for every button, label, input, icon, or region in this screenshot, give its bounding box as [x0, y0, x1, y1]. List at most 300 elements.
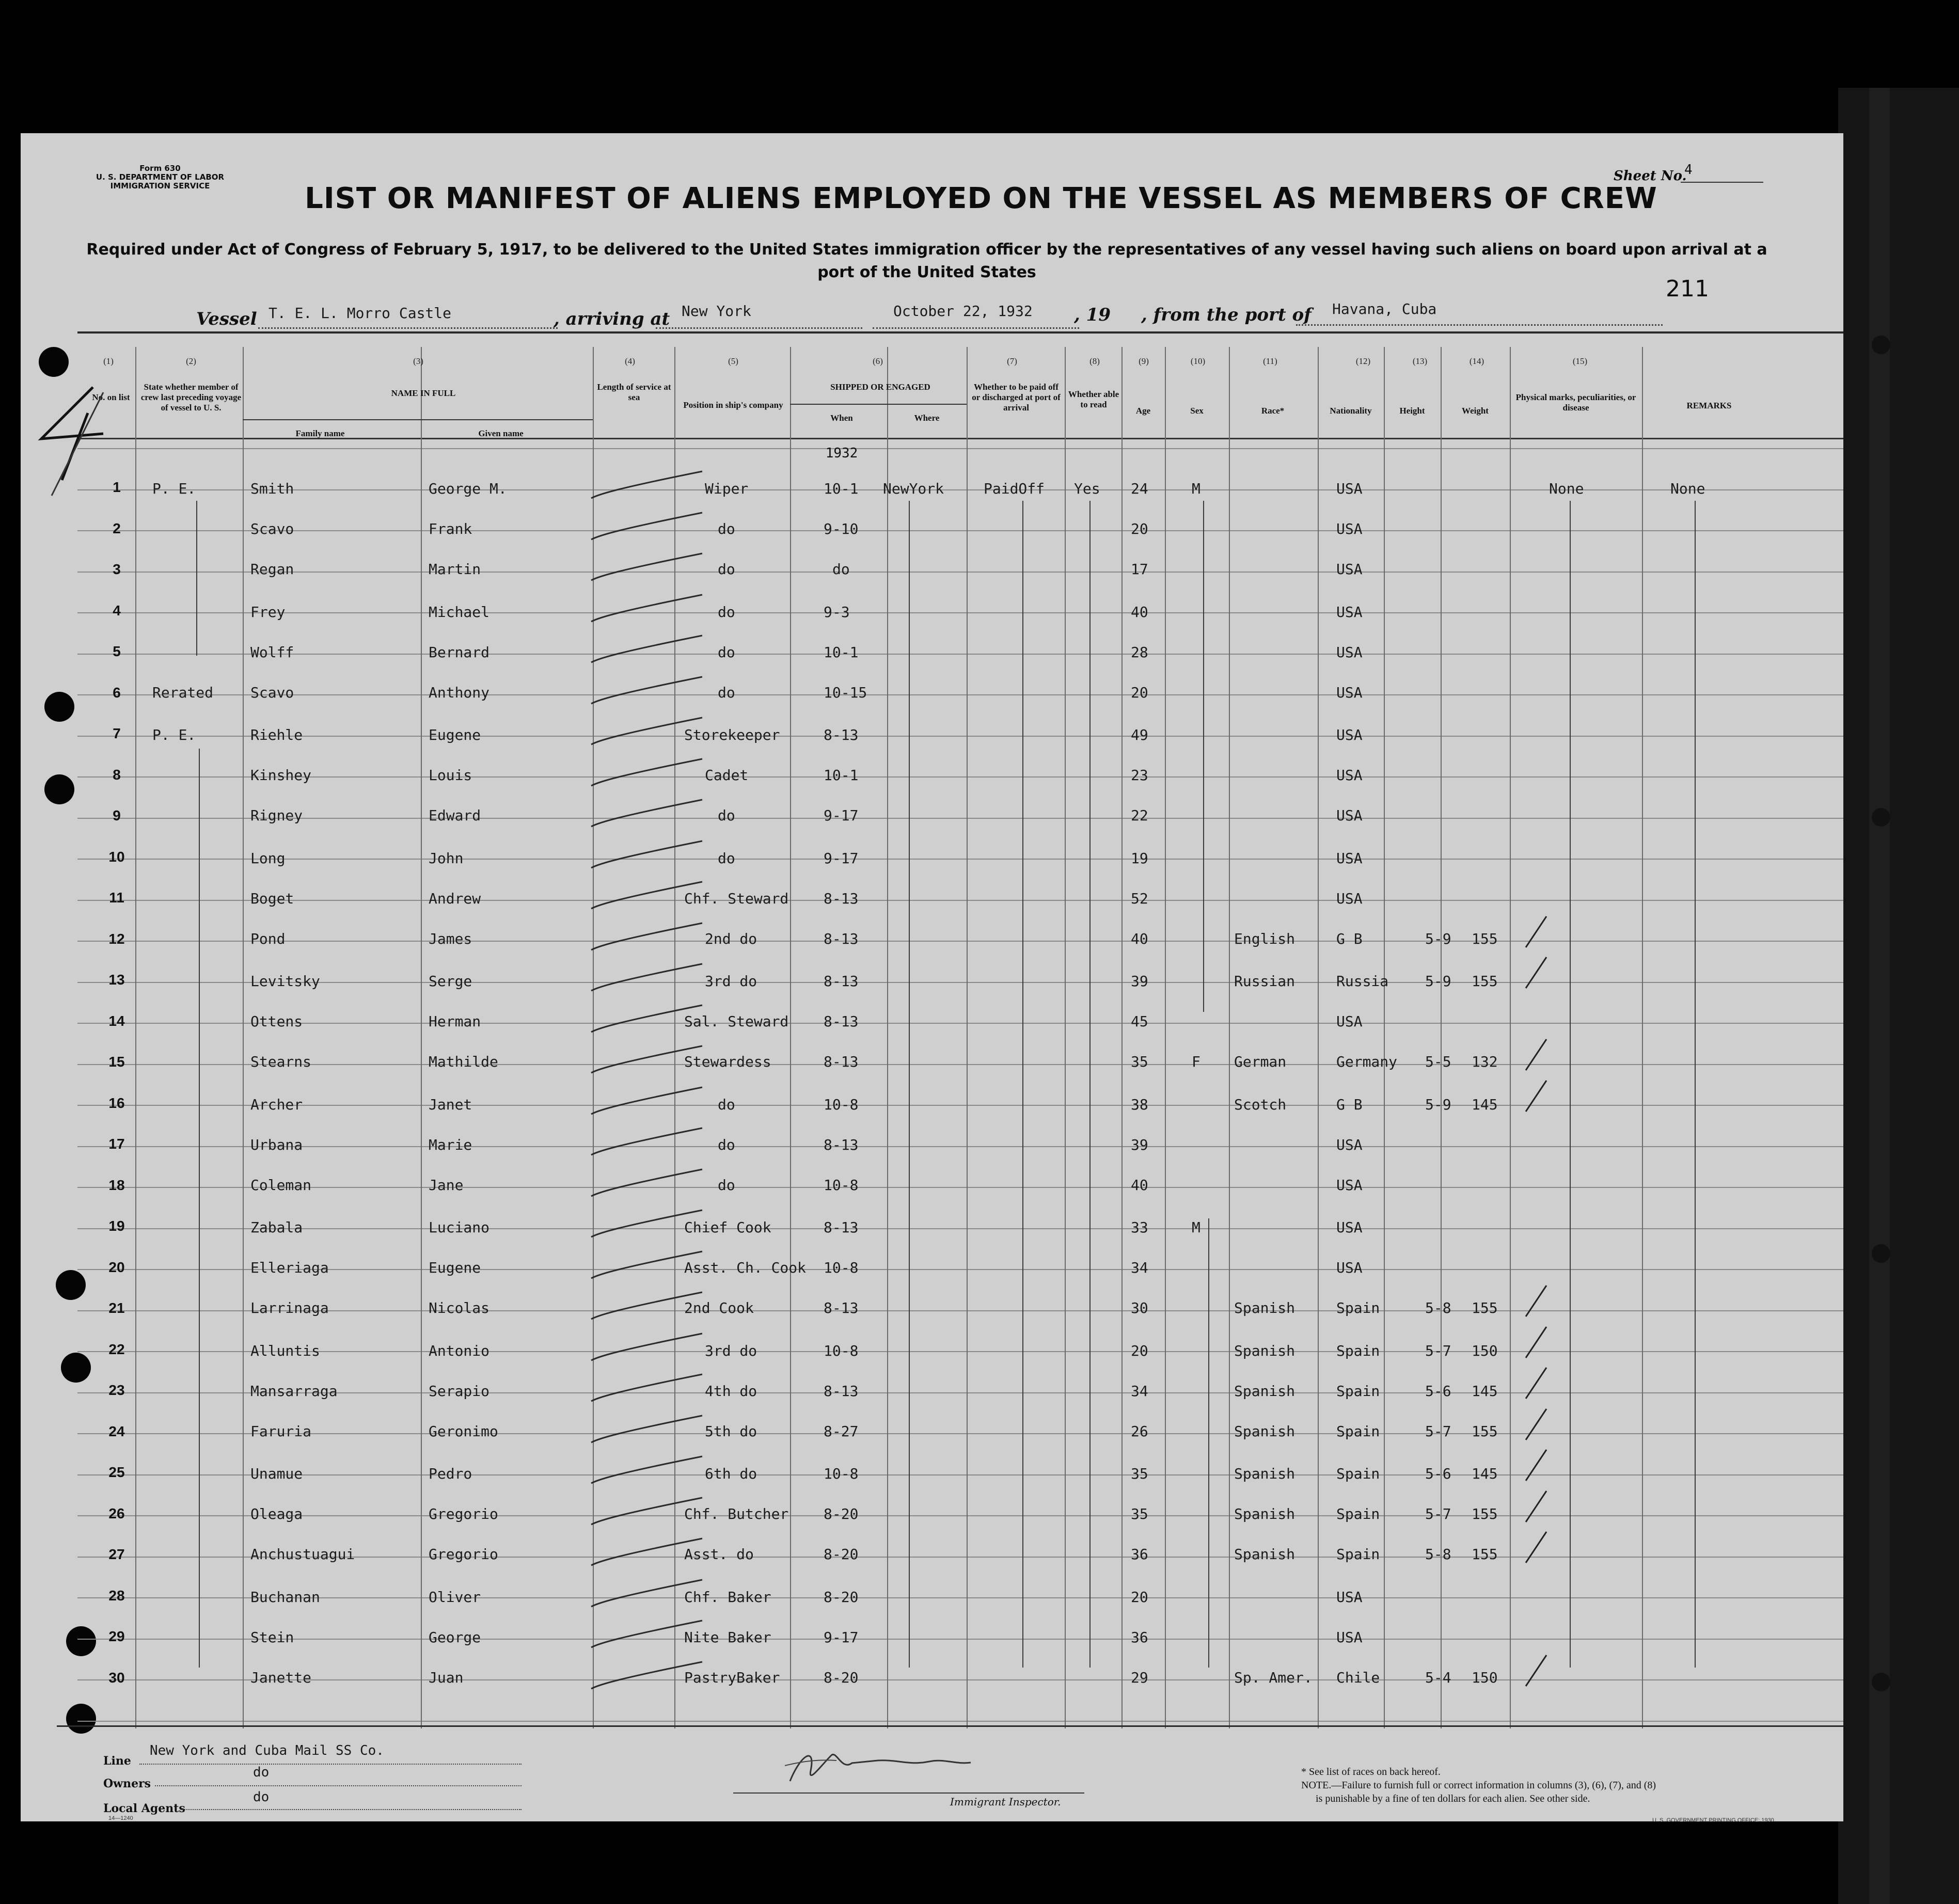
header-physical-marks: Physical marks, peculiarities, or disease	[1515, 392, 1636, 412]
check-mark	[1523, 911, 1554, 953]
cell-shipped-when: 8-13	[824, 1136, 859, 1153]
service-length-stroke	[589, 1288, 707, 1324]
column-number: (5)	[728, 356, 738, 366]
service-length-stroke	[589, 1001, 707, 1037]
column-number: (13)	[1412, 356, 1428, 366]
cell-age: 17	[1131, 561, 1148, 578]
cell-shipped-when: 10-15	[824, 684, 867, 701]
cell-family-name: Elleriaga	[250, 1259, 329, 1276]
service-length-stroke	[589, 796, 707, 832]
cell-sex: F	[1192, 1053, 1200, 1070]
service-length-stroke	[589, 1658, 707, 1694]
cell-position: 2nd Cook	[684, 1299, 754, 1316]
sheet-number-label: Sheet No.	[1614, 168, 1687, 184]
row-number: 5	[113, 643, 121, 659]
cell-weight: 132	[1472, 1053, 1498, 1070]
cell-given-name: Louis	[429, 767, 472, 784]
cell-given-name: Luciano	[429, 1219, 490, 1236]
cell-age: 20	[1131, 1342, 1148, 1359]
cell-age: 34	[1131, 1382, 1148, 1400]
service-length-stroke	[589, 878, 707, 914]
cell-weight: 150	[1472, 1342, 1498, 1359]
punch-hole	[44, 774, 74, 804]
ditto-stroke	[909, 501, 910, 1668]
cell-sex: M	[1192, 480, 1200, 497]
sheet-number-value: 4	[1684, 162, 1693, 178]
cell-race: German	[1234, 1053, 1287, 1070]
column-number: (15)	[1572, 356, 1588, 366]
local-agents-label: Local Agents	[103, 1802, 185, 1815]
cell-height: 5-7	[1425, 1505, 1451, 1522]
grid-column-line	[1384, 347, 1385, 1728]
name-header-underline	[243, 419, 593, 420]
cell-weight: 155	[1472, 1505, 1498, 1522]
cell-remarks: None	[1670, 480, 1705, 497]
cell-family-name: Frey	[250, 603, 286, 621]
printer-mark: U. S. GOVERNMENT PRINTING OFFICE: 1930	[1652, 1817, 1774, 1823]
cell-given-name: Nicolas	[429, 1299, 490, 1316]
cell-family-name: Rigney	[250, 807, 303, 824]
cell-position: Sal. Steward	[684, 1013, 789, 1030]
cell-position: Stewardess	[684, 1053, 771, 1070]
cell-height: 5-8	[1425, 1299, 1451, 1316]
cell-position: Chf. Steward	[684, 890, 789, 907]
cell-age: 26	[1131, 1422, 1148, 1440]
cell-nationality: G B	[1336, 930, 1363, 947]
row-number: 30	[108, 1669, 125, 1686]
cell-paid-off: PaidOff	[984, 480, 1045, 497]
cell-shipped-when: 8-13	[824, 1053, 859, 1070]
service-length-stroke	[589, 1616, 707, 1653]
row-number: 7	[113, 725, 121, 741]
cell-weight: 145	[1472, 1465, 1498, 1482]
row-number: 14	[108, 1012, 125, 1029]
grid-line	[77, 1064, 1843, 1065]
ditto-stroke	[1089, 501, 1091, 1668]
cell-physical-marks: None	[1549, 480, 1584, 497]
cell-shipped-when: 10-1	[824, 767, 859, 784]
row-number: 6	[113, 684, 121, 701]
cell-shipped-when: 10-1	[824, 480, 859, 497]
cell-nationality: USA	[1336, 480, 1363, 497]
cell-given-name: Gregorio	[429, 1546, 498, 1563]
cell-given-name: John	[429, 849, 464, 867]
grid-line	[77, 1392, 1843, 1393]
row-number: 3	[113, 561, 121, 577]
service-length-stroke	[589, 591, 707, 627]
cell-age: 45	[1131, 1013, 1148, 1030]
ditto-stroke	[1022, 501, 1023, 1668]
cell-family-name: Oleaga	[250, 1505, 303, 1522]
check-mark	[1523, 1322, 1554, 1363]
grid-line	[77, 1351, 1843, 1352]
grid-line	[77, 1721, 1843, 1722]
service-length-stroke	[589, 673, 707, 709]
check-mark	[1523, 952, 1554, 993]
cell-family-name: Zabala	[250, 1219, 303, 1236]
cell-nationality: USA	[1336, 1176, 1363, 1194]
cell-position: do	[718, 1176, 735, 1194]
service-length-stroke	[589, 755, 707, 791]
cell-shipped-when: 10-8	[824, 1465, 859, 1482]
cell-shipped-when: 8-13	[824, 1382, 859, 1400]
fine-note-1: NOTE.—Failure to furnish full or correct information in columns (3), (6), (7), and (8)	[1301, 1780, 1656, 1791]
cell-shipped-when: 9-17	[824, 1628, 859, 1646]
cell-race: Spanish	[1234, 1422, 1296, 1440]
row-number: 9	[113, 807, 121, 823]
service-length-stroke	[589, 1411, 707, 1448]
cell-position: do	[718, 849, 735, 867]
service-length-stroke	[589, 1083, 707, 1119]
cell-family-name: Mansarraga	[250, 1382, 338, 1400]
arriving-line	[656, 327, 862, 329]
punch-hole	[1872, 1673, 1890, 1691]
cell-weight: 155	[1472, 973, 1498, 990]
grid-line	[77, 1187, 1843, 1188]
cell-race: Spanish	[1234, 1505, 1296, 1522]
agents-underline	[181, 1809, 522, 1810]
cell-family-name: Levitsky	[250, 973, 320, 990]
cell-state-whether: P. E.	[152, 726, 196, 743]
cell-shipped-when: 9-3	[824, 603, 850, 621]
cell-shipped-when: 10-8	[824, 1096, 859, 1113]
check-mark	[1523, 1527, 1554, 1568]
header-paid-off: Whether to be paid off or discharged at port of arrival	[972, 382, 1061, 412]
cell-age: 40	[1131, 930, 1148, 947]
cell-height: 5-6	[1425, 1465, 1451, 1482]
row-number: 11	[109, 890, 124, 906]
inspector-label: Immigrant Inspector.	[950, 1796, 1061, 1808]
ditto-stroke	[196, 501, 197, 656]
cell-race: Sp. Amer.	[1234, 1669, 1313, 1686]
service-name: IMMIGRATION SERVICE	[110, 181, 210, 191]
cell-weight: 155	[1472, 930, 1498, 947]
cell-given-name: Eugene	[429, 726, 481, 743]
cell-given-name: Geronimo	[429, 1422, 498, 1440]
cell-given-name: Michael	[429, 603, 490, 621]
cell-state-whether: Rerated	[152, 684, 214, 701]
cell-family-name: Boget	[250, 890, 294, 907]
inspector-signature-line	[733, 1792, 1084, 1794]
column-number: (7)	[1007, 356, 1017, 366]
column-number: (9)	[1139, 356, 1149, 366]
page-title: LIST OR MANIFEST OF ALIENS EMPLOYED ON THE VESSEL AS MEMBERS OF CREW	[305, 182, 1657, 215]
header-where: Where	[914, 413, 940, 423]
check-mark	[1523, 1034, 1554, 1075]
row-number: 13	[108, 972, 125, 988]
cell-race: Spanish	[1234, 1382, 1296, 1400]
header-height: Height	[1399, 406, 1425, 416]
row-number: 26	[108, 1505, 125, 1521]
cell-given-name: Gregorio	[429, 1505, 498, 1522]
grid-line	[77, 941, 1843, 942]
cell-position: do	[718, 520, 735, 537]
grid-line	[77, 736, 1843, 737]
ditto-stroke	[1208, 1218, 1209, 1668]
grid-line	[77, 1269, 1843, 1270]
cell-shipped-when: 8-13	[824, 1299, 859, 1316]
cell-nationality: USA	[1336, 603, 1363, 621]
cell-shipped-when: 9-10	[824, 520, 859, 537]
arriving-label: , arriving at	[554, 309, 670, 329]
cell-age: 35	[1131, 1505, 1148, 1522]
cell-race: Scotch	[1234, 1096, 1287, 1113]
date-line	[873, 327, 1079, 329]
cell-nationality: Spain	[1336, 1465, 1380, 1482]
header-able-to-read: Whether able to read	[1068, 389, 1119, 409]
column-number: (4)	[625, 356, 635, 366]
header-position: Position in ship's company	[683, 400, 783, 410]
cell-age: 33	[1131, 1219, 1148, 1236]
row-number: 1	[113, 479, 121, 495]
from-port-line	[1296, 324, 1663, 326]
grid-line	[77, 1105, 1843, 1106]
cell-age: 20	[1131, 684, 1148, 701]
vessel-line	[258, 327, 558, 329]
owners-value: do	[253, 1765, 270, 1780]
grid-column-line	[421, 347, 422, 1728]
cell-position: 3rd do	[705, 973, 757, 990]
grid-line	[77, 1474, 1843, 1475]
form-number: Form 630	[139, 164, 181, 173]
column-number: (6)	[873, 356, 883, 366]
ditto-stroke	[199, 749, 200, 1668]
cell-age: 39	[1131, 1136, 1148, 1153]
column-number: (3)	[413, 356, 423, 366]
header-sex: Sex	[1190, 406, 1204, 416]
cell-nationality: USA	[1336, 890, 1363, 907]
cell-given-name: Juan	[429, 1669, 464, 1686]
column-number: (2)	[186, 356, 196, 366]
cell-nationality: Spain	[1336, 1342, 1380, 1359]
grid-line	[77, 1146, 1843, 1147]
grid-line	[77, 1515, 1843, 1516]
department-name: U. S. DEPARTMENT OF LABOR	[96, 172, 225, 182]
service-length-stroke	[589, 1329, 707, 1366]
column-number: (8)	[1089, 356, 1100, 366]
cell-weight: 145	[1472, 1096, 1498, 1113]
cell-nationality: USA	[1336, 561, 1363, 578]
cell-family-name: Unamue	[250, 1465, 303, 1482]
page-subtitle	[83, 239, 1771, 284]
grid-line	[77, 1023, 1843, 1024]
cell-nationality: USA	[1336, 684, 1363, 701]
cell-given-name: James	[429, 930, 472, 947]
cell-given-name: Antonio	[429, 1342, 490, 1359]
cell-position: Cadet	[705, 767, 749, 784]
grid-line	[77, 694, 1843, 695]
cell-state-whether: P. E.	[152, 480, 196, 497]
punch-hole	[44, 692, 74, 722]
header-remarks: REMARKS	[1686, 401, 1732, 410]
cell-age: 49	[1131, 726, 1148, 743]
row-number: 24	[108, 1423, 125, 1439]
cell-position: 3rd do	[705, 1342, 757, 1359]
cell-position: 4th do	[705, 1382, 757, 1400]
grid-line	[77, 448, 1843, 449]
service-length-stroke	[589, 1576, 707, 1612]
header-no-on-list: No. on list	[92, 392, 130, 402]
cell-family-name: Urbana	[250, 1136, 303, 1153]
cell-nationality: USA	[1336, 520, 1363, 537]
cell-age: 40	[1131, 1176, 1148, 1194]
service-length-stroke	[589, 549, 707, 585]
cell-age: 20	[1131, 520, 1148, 537]
grid-line	[77, 612, 1843, 613]
row-number: 2	[113, 520, 121, 536]
cell-position: Storekeeper	[684, 726, 780, 743]
cell-shipped-when: 8-20	[824, 1546, 859, 1563]
shipped-header-underline	[790, 404, 967, 405]
owners-label: Owners	[103, 1777, 151, 1790]
cell-given-name: Frank	[429, 520, 472, 537]
grid-line	[77, 1679, 1843, 1680]
cell-sex: M	[1192, 1219, 1200, 1236]
ditto-stroke	[1203, 501, 1204, 1012]
row-number: 16	[108, 1094, 125, 1111]
line-label: Line	[103, 1754, 131, 1768]
cell-height: 5-9	[1425, 1096, 1451, 1113]
from-port: Havana, Cuba	[1332, 300, 1437, 318]
header-name-in-full: NAME IN FULL	[391, 388, 456, 398]
grid-column-line	[1165, 347, 1166, 1728]
cell-age: 36	[1131, 1628, 1148, 1646]
grid-column-line	[790, 347, 791, 1728]
cell-height: 5-9	[1425, 973, 1451, 990]
cell-position: Chief Cook	[684, 1219, 771, 1236]
cell-shipped-when: 8-13	[824, 930, 859, 947]
grid-column-line	[1642, 347, 1643, 1728]
cell-family-name: Anchustuagui	[250, 1546, 355, 1563]
cell-position: do	[718, 1136, 735, 1153]
cell-shipped-when: 10-8	[824, 1342, 859, 1359]
ditto-stroke	[1570, 501, 1571, 1668]
row-number: 10	[108, 848, 125, 865]
cell-given-name: Janet	[429, 1096, 472, 1113]
cell-nationality: Germany	[1336, 1053, 1398, 1070]
grid-column-line	[1121, 347, 1123, 1728]
cell-weight: 150	[1472, 1669, 1498, 1686]
cell-position: 6th do	[705, 1465, 757, 1482]
cell-age: 24	[1131, 480, 1148, 497]
cell-shipped-when: 9-17	[824, 807, 859, 824]
row-number: 20	[108, 1259, 125, 1275]
cell-race: English	[1234, 930, 1296, 947]
cell-shipped-when: 8-13	[824, 1219, 859, 1236]
cell-position: Asst. Ch. Cook	[684, 1259, 807, 1276]
cell-age: 38	[1131, 1096, 1148, 1113]
check-mark	[1523, 1280, 1554, 1322]
cell-family-name: Scavo	[250, 520, 294, 537]
arriving-at: New York	[682, 303, 751, 320]
row-number: 27	[108, 1546, 125, 1562]
cell-weight: 155	[1472, 1299, 1498, 1316]
cell-family-name: Stein	[250, 1628, 294, 1646]
vessel-name: T. E. L. Morro Castle	[268, 305, 452, 322]
check-mark	[1523, 1075, 1554, 1117]
row-number: 22	[108, 1341, 125, 1357]
service-length-stroke	[589, 1452, 707, 1488]
year-label: , 19	[1074, 305, 1111, 325]
cell-shipped-when: 8-27	[824, 1422, 859, 1440]
column-number: (10)	[1190, 356, 1206, 366]
header-race: Race*	[1261, 406, 1285, 416]
header-when: When	[830, 413, 853, 423]
cell-age: 35	[1131, 1053, 1148, 1070]
row-number: 12	[108, 930, 125, 947]
table-bottom-rule	[57, 1725, 1843, 1727]
cell-given-name: Oliver	[429, 1588, 481, 1606]
cell-nationality: Spain	[1336, 1505, 1380, 1522]
cell-nationality: Spain	[1336, 1546, 1380, 1563]
row-number: 17	[108, 1136, 125, 1152]
grid-column-line	[967, 347, 968, 1728]
cell-family-name: Kinshey	[250, 767, 312, 784]
row-number: 19	[108, 1218, 125, 1234]
grid-line	[77, 859, 1843, 860]
grid-column-line	[1510, 347, 1511, 1728]
header-length-of-service: Length of service at sea	[597, 382, 671, 402]
cell-age: 39	[1131, 973, 1148, 990]
cell-position: Wiper	[705, 480, 749, 497]
cell-nationality: Spain	[1336, 1382, 1380, 1400]
check-mark	[1523, 1650, 1554, 1691]
cell-given-name: Bernard	[429, 643, 490, 661]
grid-line	[77, 1639, 1843, 1640]
cell-given-name: Anthony	[429, 684, 490, 701]
cell-family-name: Scavo	[250, 684, 294, 701]
cell-nationality: Russia	[1336, 973, 1389, 990]
cell-position: 5th do	[705, 1422, 757, 1440]
owners-underline	[155, 1785, 522, 1786]
cell-nationality: USA	[1336, 643, 1363, 661]
cell-family-name: Pond	[250, 930, 286, 947]
cell-given-name: Eugene	[429, 1259, 481, 1276]
scanner-edge-strip	[1838, 88, 1959, 1904]
cell-family-name: Smith	[250, 480, 294, 497]
cell-position: do	[718, 684, 735, 701]
cell-family-name: Alluntis	[250, 1342, 320, 1359]
header-weight: Weight	[1462, 406, 1489, 416]
stamped-page-number: 211	[1666, 276, 1709, 302]
from-port-label: , from the port of	[1141, 305, 1312, 325]
cell-nationality: USA	[1336, 1219, 1363, 1236]
column-number: (1)	[103, 356, 114, 366]
cell-shipped-when: 9-17	[824, 849, 859, 867]
cell-nationality: USA	[1336, 1588, 1363, 1606]
cell-position: Chf. Butcher	[684, 1505, 789, 1522]
cell-age: 20	[1131, 1588, 1148, 1606]
cell-age: 35	[1131, 1465, 1148, 1482]
punch-hole	[1872, 1244, 1890, 1263]
row-number: 29	[108, 1628, 125, 1644]
cell-nationality: USA	[1336, 1628, 1363, 1646]
grid-column-line	[887, 347, 888, 1728]
row-number: 18	[108, 1177, 125, 1193]
grid-line	[77, 900, 1843, 901]
cell-nationality: Spain	[1336, 1299, 1380, 1316]
cell-position: PastryBaker	[684, 1669, 780, 1686]
cell-position: do	[718, 561, 735, 578]
cell-family-name: Archer	[250, 1096, 303, 1113]
cell-nationality: USA	[1336, 1136, 1363, 1153]
subtitle-line-1: Required under Act of Congress of February 5, 1917, to be delivered to the United States immigration officer by the representatives of any vessel having such aliens on board upon arrival at a	[86, 241, 1767, 259]
cell-given-name: Mathilde	[429, 1053, 498, 1070]
service-length-stroke	[589, 960, 707, 996]
cell-weight: 155	[1472, 1546, 1498, 1563]
grid-line	[77, 572, 1843, 573]
handwritten-sheet-mark	[31, 377, 114, 501]
